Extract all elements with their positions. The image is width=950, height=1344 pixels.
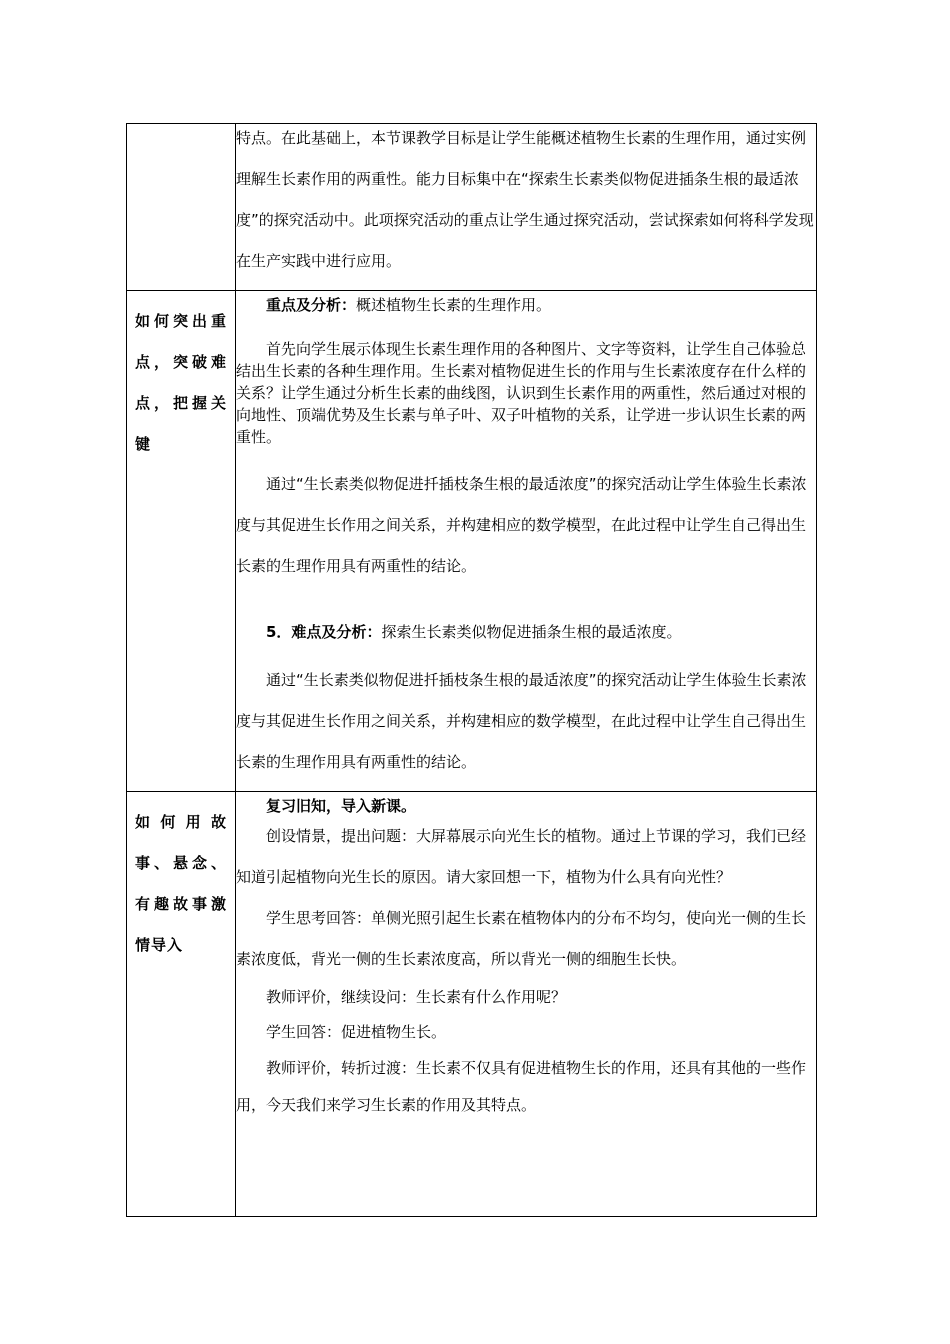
difficulty-label: 5．难点及分析： <box>266 623 382 641</box>
scenario-paragraph: 创设情景，提出问题：大屏幕展示向光生长的植物。通过上节课的学习，我们已经知道引起植物向光生长的原因。请大家回想一下，植物为什么具有向光性？ <box>236 827 807 886</box>
teaching-goal-paragraph: 特点。在此基础上，本节课教学目标是让学生能概述植物生长素的生理作用，通过实例理解生长素作用的两重性。能力目标集中在“探索生长素类似物促进插条生根的最适浓度”的探究活动中。此项探究活动的重点让学生通过探究活动，尝试探索如何将科学发现在生产实践中进行应用。 <box>236 129 814 270</box>
table-row <box>127 124 817 291</box>
teacher-transition-paragraph: 教师评价，转折过渡：生长素不仅具有促进植物生长的作用，还具有其他的一些作用，今天我们来学习生长素的作用及其特点。 <box>236 1059 807 1114</box>
difficulty-analysis-paragraph: 通过“生长素类似物促进扦插枝条生根的最适浓度”的探究活动让学生体验生长素浓度与其促进生长作用之间关系，并构建相应的数学模型，在此过程中让学生自己得出生长素的生理作用具有两重性的结论。 <box>236 671 807 771</box>
row-content-cell <box>236 124 817 291</box>
difficulty-text: 探索生长素类似物促进插条生根的最适浓度。 <box>381 623 682 641</box>
row-label-cell <box>127 124 236 291</box>
lesson-plan-table <box>126 123 817 1217</box>
inquiry-activity-paragraph: 通过“生长素类似物促进扦插枝条生根的最适浓度”的探究活动让学生体验生长素浓度与其促进生长作用之间关系，并构建相应的数学模型，在此过程中让学生自己得出生长素的生理作用具有两重性的结论。 <box>236 475 807 575</box>
section-heading: 复习旧知，导入新课。 <box>266 797 417 815</box>
key-point-analysis-paragraph: 首先向学生展示体现生长素生理作用的各种图片、文字等资料，让学生自己体验总结出生长素的各种生理作用。生长素对植物促进生长的作用与生长素浓度存在什么样的关系？让学生通过分析生长素的曲线图，认识到生长素作用的两重性，然后通过对根的向地性、顶端优势及生长素与单子叶、双子叶植物的关系，让学进一步认识生长素的两重性。 <box>236 340 807 446</box>
row-label-cell <box>127 291 236 792</box>
key-point-label: 重点及分析： <box>266 296 357 314</box>
row-label: 如何突出重点，突破难点，把握关键 <box>135 312 227 453</box>
row-label-cell <box>127 792 236 1217</box>
teacher-question-paragraph: 教师评价，继续设问：生长素有什么作用呢？ <box>266 988 567 1006</box>
row-label <box>127 124 235 134</box>
key-point-text: 概述植物生长素的生理作用。 <box>356 296 552 314</box>
table-row <box>127 291 817 792</box>
key-point-line <box>236 294 816 316</box>
student-reply-paragraph: 学生回答：促进植物生长。 <box>266 1023 447 1041</box>
table-row <box>127 792 817 1217</box>
row-content-cell <box>236 291 817 792</box>
difficulty-line <box>236 621 816 643</box>
student-answer-paragraph: 学生思考回答：单侧光照引起生长素在植物体内的分布不均匀，使向光一侧的生长素浓度低，背光一侧的生长素浓度高，所以背光一侧的细胞生长快。 <box>236 909 807 968</box>
row-content-cell <box>236 792 817 1217</box>
row-label: 如何用故事、悬念、有趣故事激情导入 <box>135 813 227 954</box>
